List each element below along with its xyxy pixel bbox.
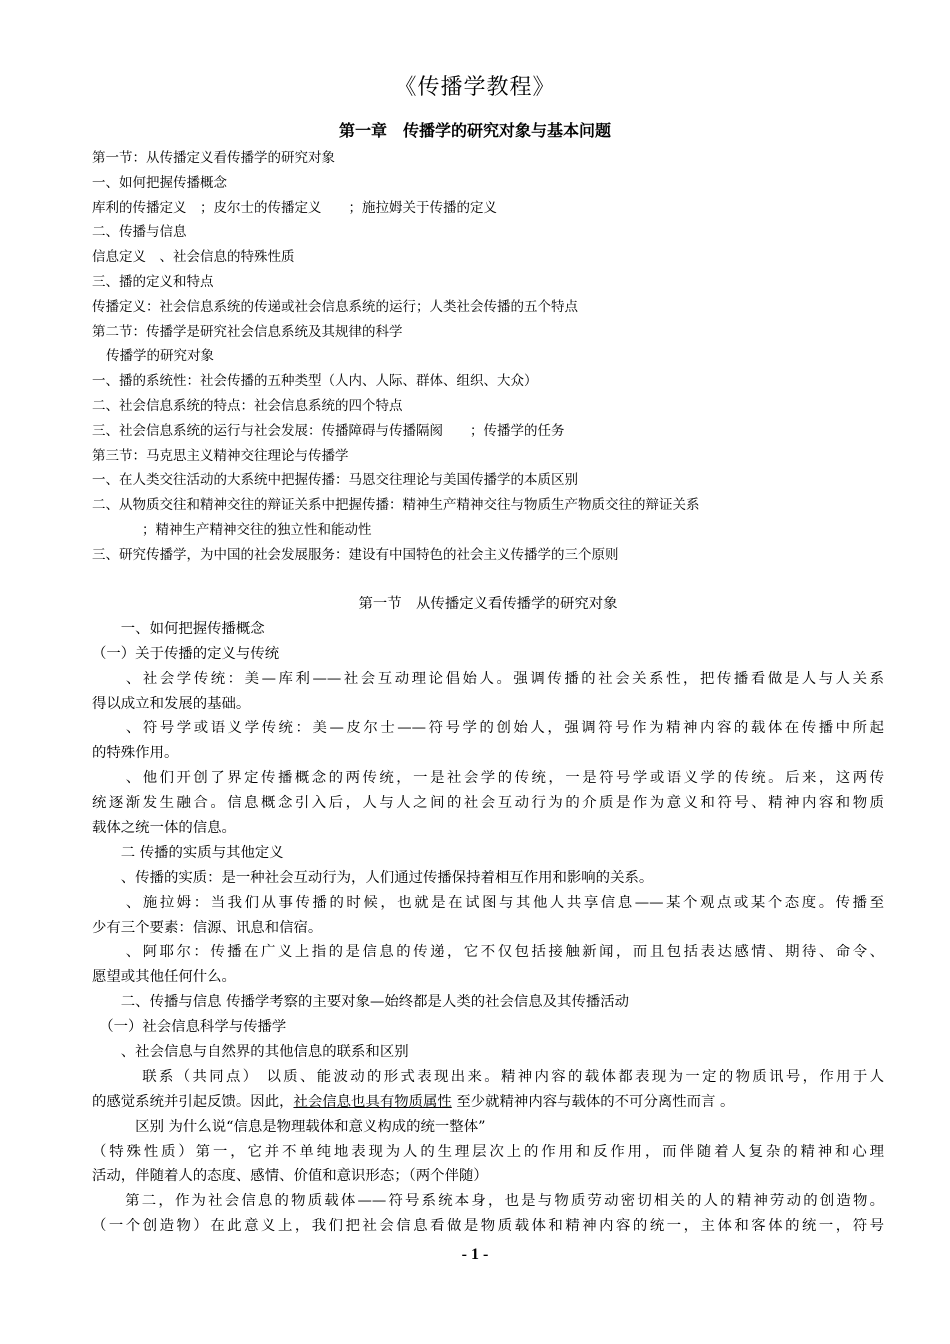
outline-line: 一、如何把握传播概念 bbox=[92, 174, 227, 191]
body-line: 、社会信息与自然界的其他信息的联系和区别 bbox=[92, 1044, 409, 1061]
body-line: 得以成立和发展的基础。 bbox=[92, 695, 251, 712]
document-title: 《传播学教程》 bbox=[394, 75, 556, 100]
outline-line: 第一节：从传播定义看传播学的研究对象 bbox=[92, 150, 335, 166]
body-line: （特殊性质）第一，它并不单纯地表现为人的生理层次上的作用和反作用，而伴随着人复杂的精神和心理 bbox=[92, 1143, 884, 1160]
outline-line: 库利的传播定义 ；皮尔士的传播定义 ；施拉姆关于传播的定义 bbox=[92, 199, 497, 216]
chapter-title: 第一章 传播学的研究对象与基本问题 bbox=[338, 121, 611, 140]
body-line: （一）关于传播的定义与传统 bbox=[92, 645, 280, 662]
outline-line: 一、在人类交往活动的大系统中把握传播：马恩交往理论与美国传播学的本质区别 bbox=[92, 472, 578, 489]
body-line: 二 传播的实质与其他定义 bbox=[92, 844, 284, 861]
body-line: 少有三个要素：信源、讯息和信宿。 bbox=[92, 919, 323, 936]
outline-line: 一、播的系统性：社会传播的五种类型（人内、人际、群体、组织、大众） bbox=[92, 373, 538, 390]
outline-line: 二、传播与信息 bbox=[92, 224, 187, 241]
chapter-outline bbox=[92, 146, 892, 568]
page-number: - 1 - bbox=[461, 1246, 489, 1263]
body-line: 载体之统一体的信息。 bbox=[92, 820, 236, 837]
body-line: 、施拉姆：当我们从事传播的时候，也就是在试图与其他人共享信息——某个观点或某个态度。传播至 bbox=[92, 894, 884, 911]
body-line: 区别 为什么说“信息是物理载体和意义构成的统一整体” bbox=[92, 1118, 486, 1135]
body-text: 至少就精神内容与载体的不可分离性而言 。 bbox=[451, 1093, 735, 1110]
body-line bbox=[92, 1090, 884, 1115]
body-line: 统逐渐发生融合。信息概念引入后，人与人之间的社会互动行为的介质是作为意义和符号、精神内容和物质 bbox=[92, 795, 884, 812]
underlined-phrase: 社会信息也具有物质属性 bbox=[293, 1093, 452, 1110]
outline-line: 三、研究传播学，为中国的社会发展服务：建设有中国特色的社会主义传播学的三个原则 bbox=[92, 546, 619, 563]
outline-line: 三、社会信息系统的运行与社会发展：传播障碍与传播隔阂 ；传播学的任务 bbox=[92, 422, 565, 439]
body-line: （一）社会信息科学与传播学 bbox=[92, 1019, 287, 1036]
body-line: 一、如何把握传播概念 bbox=[92, 620, 265, 637]
outline-line: 传播学的研究对象 bbox=[106, 348, 214, 365]
body-line: 、传播的实质：是一种社会互动行为，人们通过传播保持着相互作用和影响的关系。 bbox=[92, 869, 654, 886]
outline-line: 信息定义 、社会信息的特殊性质 bbox=[92, 249, 295, 266]
outline-line: 第三节：马克思主义精神交往理论与传播学 bbox=[92, 447, 349, 464]
body-line: （一个创造物）在此意义上，我们把社会信息看做是物质载体和精神内容的统一，主体和客体的统一，符号 bbox=[92, 1218, 884, 1235]
body-line: 第二，作为社会信息的物质载体——符号系统本身，也是与物质劳动密切相关的人的精神劳动的创造物。 bbox=[92, 1193, 884, 1210]
body-line: 愿望或其他任何什么。 bbox=[92, 969, 236, 986]
section-body bbox=[92, 592, 884, 1239]
section-heading: 第一节 从传播定义看传播学的研究对象 bbox=[358, 596, 618, 612]
outline-line: 第二节：传播学是研究社会信息系统及其规律的科学 bbox=[92, 323, 403, 340]
body-line: 活动，伴随着人的态度、感情、价值和意识形态；（两个伴随） bbox=[92, 1168, 488, 1185]
outline-line: 二、从物质交往和精神交往的辩证关系中把握传播：精神生产精神交往与物质生产物质交往的辩证关系 bbox=[92, 497, 700, 514]
body-line: 联系（共同点） 以质、能波动的形式表现出来。精神内容的载体都表现为一定的物质讯号，作用于人 bbox=[92, 1068, 884, 1085]
body-line: 、符号学或语义学传统：美—皮尔士——符号学的创始人，强调符号作为精神内容的载体在传播中所起 bbox=[92, 720, 884, 737]
outline-line: 三、播的定义和特点 bbox=[92, 273, 214, 290]
outline-line: ；精神生产精神交往的独立性和能动性 bbox=[142, 521, 372, 538]
body-text: 的感觉系统并引起反馈。因此， bbox=[92, 1093, 294, 1110]
body-line: 二、传播与信息 传播学考察的主要对象—始终都是人类的社会信息及其传播活动 bbox=[92, 994, 630, 1011]
outline-line: 传播定义：社会信息系统的传递或社会信息系统的运行；人类社会传播的五个特点 bbox=[92, 298, 578, 315]
body-line: 的特殊作用。 bbox=[92, 745, 179, 762]
outline-line: 二、社会信息系统的特点：社会信息系统的四个特点 bbox=[92, 397, 403, 414]
body-line: 、阿耶尔：传播在广义上指的是信息的传递，它不仅包括接触新闻，而且包括表达感情、期待、命令、 bbox=[92, 944, 884, 961]
body-line: 、他们开创了界定传播概念的两传统，一是社会学的传统，一是符号学或语义学的传统。后来，这两传 bbox=[92, 770, 884, 787]
body-line: 、社会学传统：美—库利——社会互动理论倡始人。强调传播的社会关系性，把传播看做是人与人关系 bbox=[92, 670, 884, 687]
